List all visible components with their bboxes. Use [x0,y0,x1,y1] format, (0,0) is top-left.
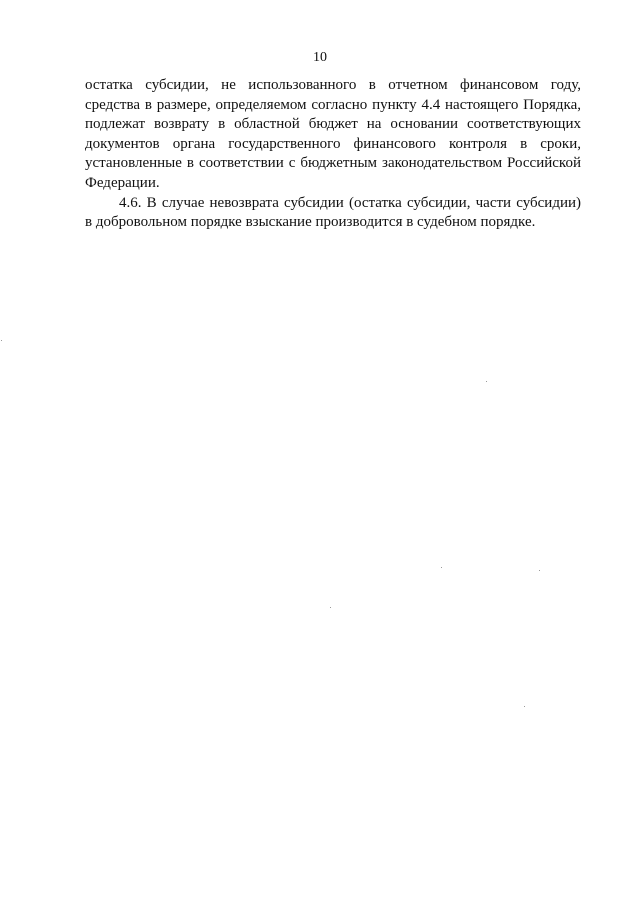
text-line: остатка субсидии, не использованного в отчетном финансовом году, [85,77,581,93]
text-line: средства в размере, определяемом согласно пункту 4.4 настоящего Порядка, [85,96,581,113]
scan-speck [330,607,331,608]
text-line: установленные в соответствии с бюджетным законодательством Российской [85,155,581,172]
text-line: в добровольном порядке взыскание производится в судебном порядке. [85,214,536,231]
text-line: документов органа государственного финансового контроля в сроки, [85,135,581,152]
text-line: 4.6. В случае невозврата субсидии (остатка субсидии, части субсидии) [119,194,581,211]
paragraph-continuation [85,76,581,194]
text-line: Федерации. [85,174,160,191]
page-number: 10 [313,50,327,65]
scan-speck [441,567,442,568]
text-line: подлежат возврату в областной бюджет на основании соответствующих [85,116,581,133]
scan-speck [486,381,487,382]
document-body [85,76,581,233]
scan-speck [1,340,2,341]
scan-speck [524,706,525,707]
scan-speck [539,570,540,571]
paragraph-4-6 [85,194,581,233]
